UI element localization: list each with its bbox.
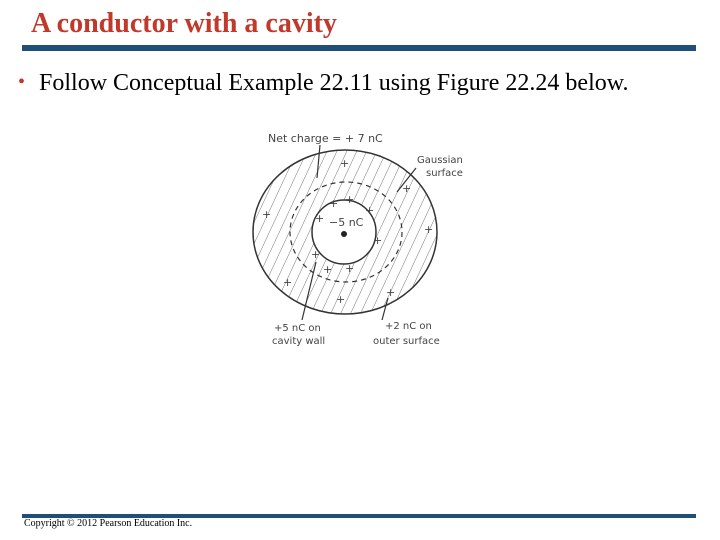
svg-text:+: + (345, 262, 355, 275)
cavity-wall-label-line1: +5 nC on (274, 323, 321, 334)
svg-text:+: + (311, 248, 321, 261)
svg-text:+: + (373, 234, 383, 247)
svg-text:+: + (386, 286, 396, 299)
svg-text:+: + (262, 208, 272, 221)
bullet-icon: • (18, 71, 26, 93)
gaussian-label-line1: Gaussian (417, 155, 463, 166)
bullet-text: Follow Conceptual Example 22.11 using Figure 22.24 below. (39, 70, 629, 96)
svg-text:+: + (323, 263, 333, 276)
svg-text:+: + (402, 182, 412, 195)
svg-text:+: + (340, 157, 350, 170)
copyright-text: Copyright © 2012 Pearson Education Inc. (24, 518, 193, 529)
svg-text:+: + (329, 197, 339, 210)
outer-surface-label-line1: +2 nC on (385, 321, 432, 332)
svg-text:+: + (424, 223, 434, 236)
svg-text:+: + (365, 204, 375, 217)
conductor-cavity-figure (245, 126, 485, 356)
outer-surface-label-line2: outer surface (373, 336, 440, 347)
svg-text:+: + (336, 293, 346, 306)
svg-text:+: + (345, 193, 355, 206)
center-charge-label: −5 nC (329, 216, 364, 229)
cavity-wall-label-line2: cavity wall (272, 336, 326, 347)
svg-text:+: + (315, 212, 325, 225)
net-charge-label: Net charge = + 7 nC (268, 132, 383, 145)
gaussian-label-line2: surface (426, 168, 463, 179)
bullet-item (18, 70, 629, 97)
svg-text:+: + (283, 276, 293, 289)
point-charge (341, 231, 347, 237)
slide-title: A conductor with a cavity (31, 8, 337, 39)
title-divider (22, 45, 696, 51)
